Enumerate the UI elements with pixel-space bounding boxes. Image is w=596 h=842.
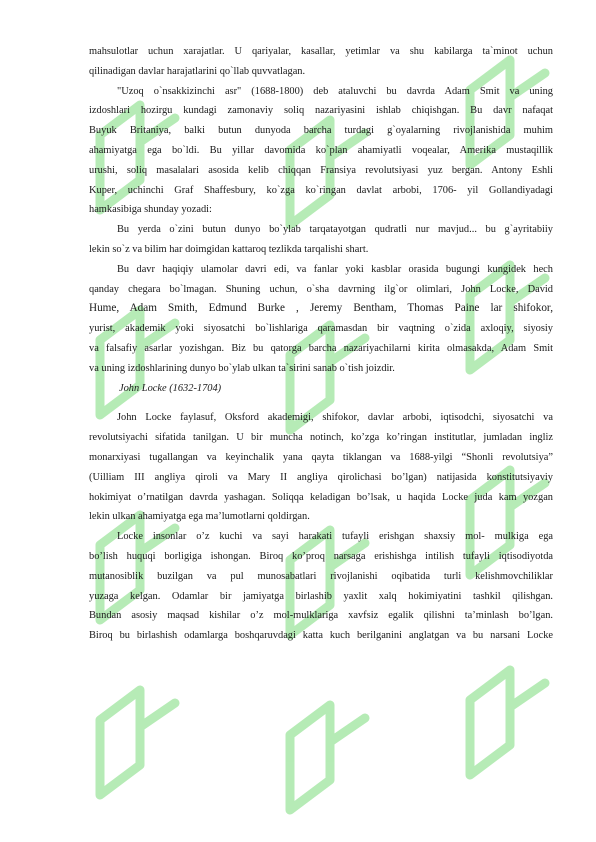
quote-line: lekin so`z va bilim har doimgidan kattaroq tezlikda tarqalishi shart. bbox=[89, 243, 369, 255]
paragraph-line: Kuper, uchinchi Graf Shaffesbury, ko`zga ko`ringan davlat arbobi, 1706- yil Gollandiyadagi bbox=[89, 184, 553, 196]
paragraph-line: izdoshlari hozirgu kundagi zamonaviy soliq nazariyasini ishlab chiqishgan. Bu davr nafaqat bbox=[89, 105, 553, 117]
paragraph-line: qanday chegara bo`lmagan. Shuning uchun, o`sha davrning ilg`or olimlari, John Locke, David bbox=[89, 283, 553, 295]
paragraph-line: Bu davr haqiqiy ulamolar davri edi, va fanlar yoki kasblar orasida bugungi kungidek hech bbox=[117, 263, 553, 275]
paragraph-line: revolutsiyachi sifatida tanilgan. U bir muncha notinch, ko’zga ko’ringan institutlar, jumladan ingliz bbox=[89, 432, 553, 444]
paragraph-line: Bundan asosiy maqsad kishilar o’z mol-mulklariga xavfsiz egalik qilishni ta’minlash bo’lgan. bbox=[89, 610, 553, 622]
watermark-shape bbox=[100, 690, 175, 795]
paragraph-line: bo’lish huquqi borligiga ishongan. Biroq ko’proq narsaga erishishga intilish tufayli iqtisodiyotda bbox=[89, 550, 553, 562]
paragraph-line: yuzaga kelgan. Odamlar bir jamiyatga birlashib yaxlit xalq hokimiyatini tashkil qilishgan. bbox=[89, 590, 553, 602]
watermark-shape bbox=[290, 705, 365, 810]
paragraph-line: yurist, akademik yoki siyosatchi bo`lishlariga qaramasdan bir vaqtning o`zida axloqiy, siyosiy bbox=[89, 323, 553, 335]
watermark-shape bbox=[470, 670, 545, 775]
paragraph-line: Hume, Adam Smith, Edmund Burke , Jeremy Bentham, Thomas Paine lar shifokor, bbox=[89, 302, 553, 315]
paragraph-line: monarxiyasi tugallangan va keyinchalik yana qayta tiklangan va 1688-yilgi “Shonli revolutsiya” bbox=[89, 451, 553, 463]
paragraph-line: hamkasibiga shunday yozadi: bbox=[89, 204, 212, 216]
section-heading: John Locke (1632-1704) bbox=[119, 382, 222, 394]
paragraph-line: (Uilliam III angliya qiroli va Mary II angliya qirolichasi bo’lgan) natijasida konstitutsiyaviy bbox=[89, 471, 553, 483]
paragraph-line: Biroq bu birlashish odamlarga boshqaruvdagi katta kuch berilganini anglatgan va bu narsani Locke bbox=[89, 630, 553, 642]
paragraph-line: hokimiyat o’rnatilgan davrda yashagan. Soliqqa keladigan bo’lsak, u haqida Locke juda kam yozgan bbox=[89, 491, 553, 503]
paragraph-line: mutanosiblik buzilgan va pul munosabatlari rivojlanishi oqibatida turli kelishmovchiliklar bbox=[89, 570, 553, 582]
heading-spacer bbox=[89, 398, 553, 408]
paragraph-line: ahamiyatga ega bo`ldi. Bu yillar davomida ko`plan ahamiyatli voqealar, Amerika mustaqillik bbox=[89, 144, 553, 156]
document-body bbox=[89, 42, 553, 646]
paragraph-line: mahsulotlar uchun xarajatlar. U qariyalar, kasallar, yetimlar va shu kabilarga ta`minot uchun bbox=[89, 46, 553, 57]
paragraph-line: Buyuk Britaniya, balki butun dunyoda barcha turdagi g`oyalarning rivojlanishida muhim bbox=[89, 125, 553, 137]
paragraph-line: John Locke faylasuf, Oksford akademigi, shifokor, davlar arbobi, iqtisodchi, siyosatchi va bbox=[117, 412, 553, 424]
paragraph-line: va uning izdoshlarining dunyo bo`ylab ulkan ta`sirini sanab o`tish joizdir. bbox=[89, 362, 395, 374]
paragraph-line: va falsafiy asarlar yozishgan. Biz bu qatorga barcha nazariyachilarni kirita olmasakda, Adam Smit bbox=[89, 342, 553, 354]
paragraph-line: qilinadigan davlar harajatlarini qo`llab quvvatlagan. bbox=[89, 65, 306, 77]
paragraph-line: lekin ulkan ahamiyatga ega ma’lumotlarni qoldirgan. bbox=[89, 511, 310, 523]
paragraph-line: "Uzoq o`nsakkizinchi asr" (1688-1800) deb ataluvchi bu davrda Adam Smit va uning bbox=[117, 85, 553, 97]
paragraph-line: urushi, soliq masalalari asosida kelib chiqqan Fransiya revolutsiyasi yuz bergan. Antony Eshli bbox=[89, 164, 553, 176]
paragraph-line: Locke insonlar o’z kuchi va sayi harakati tufayli erishgan shaxsiy mol- mulkiga ega bbox=[117, 531, 553, 543]
quote-line: Bu yerda o`zini butun dunyo bo`ylab tarqatayotgan qudratli nur mavjud... bu g`ayritabiiy bbox=[117, 224, 553, 236]
